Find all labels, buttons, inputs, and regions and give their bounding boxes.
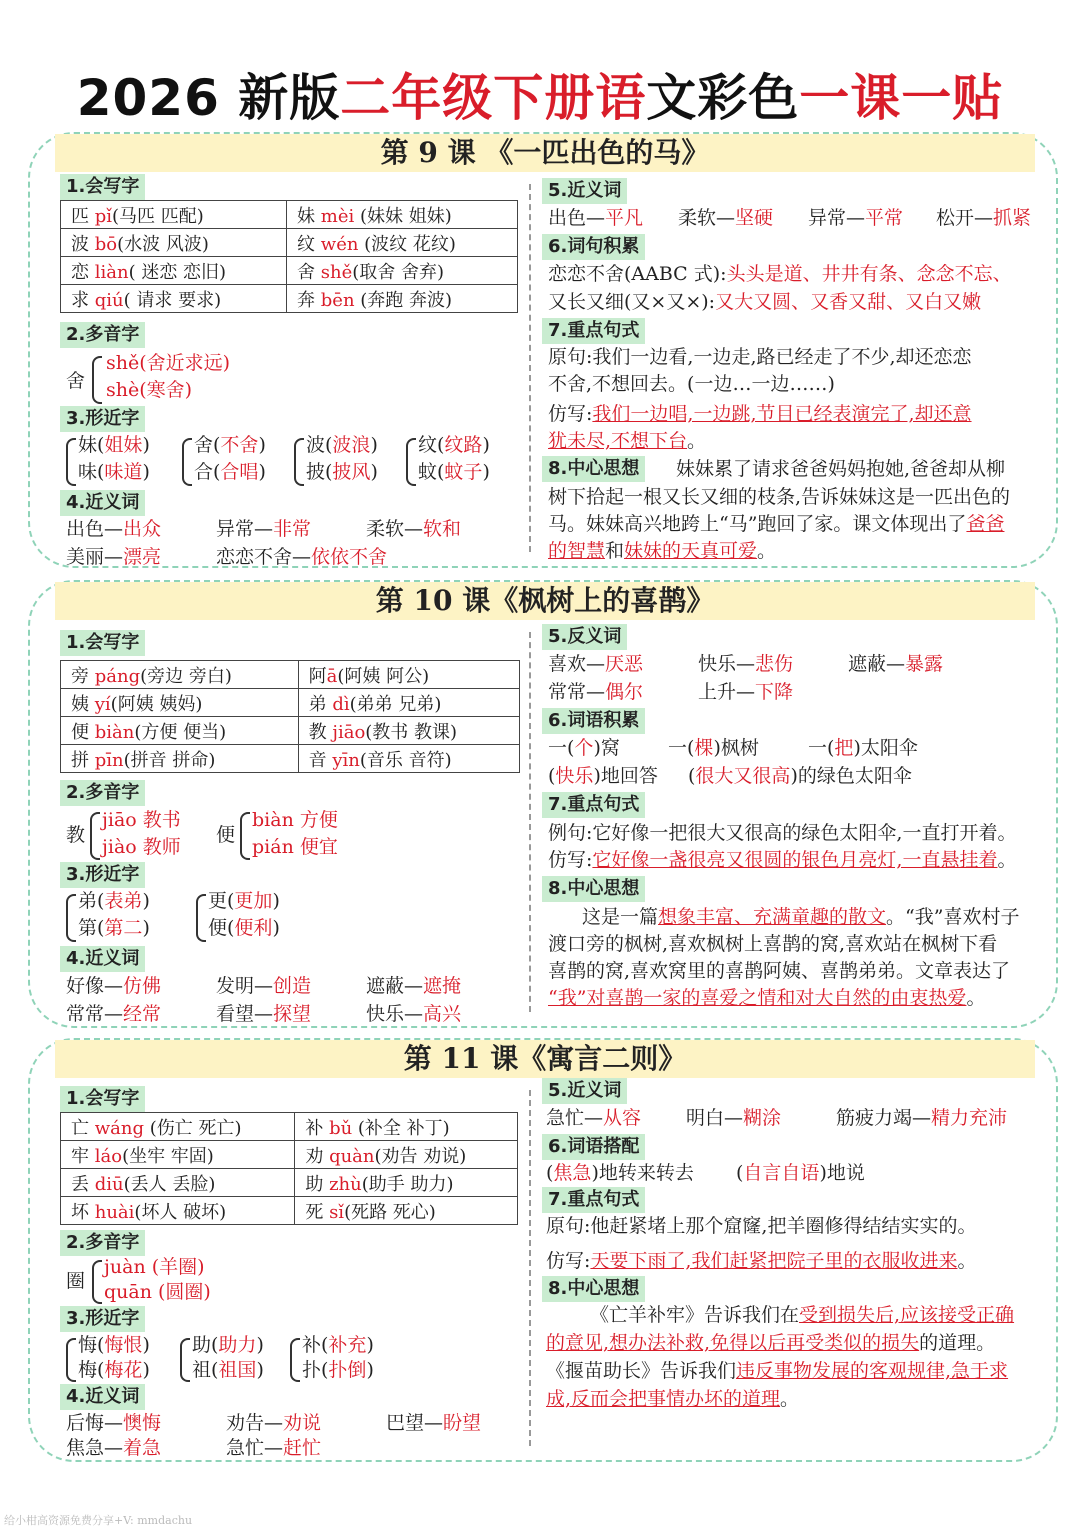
idea-line: 喜鹊的窝,喜欢窝里的喜鹊阿姨、喜鹊弟弟。文章表达了	[548, 960, 1011, 982]
brace	[66, 894, 76, 942]
idea-line: 妹妹累了请求爸爸妈妈抱她,爸爸却从柳	[676, 458, 1006, 480]
similar-char: 披(披风)	[306, 461, 378, 483]
synonym-pair: 恋恋不舍—依依不舍	[216, 546, 388, 568]
polyphone-char: 圈	[66, 1270, 86, 1292]
synonym-pair: 好像—仿佛	[66, 975, 162, 997]
table-row: 匹 pǐ(马匹 匹配) 妹 mèi (妹妹 姐妹)	[61, 201, 518, 229]
section-similar-chars: 3.形近字	[60, 862, 145, 888]
polyphone-reading: jiào 教师	[102, 836, 181, 858]
phrase-item: (自言自语)地说	[736, 1162, 865, 1184]
word-table	[60, 200, 518, 313]
synonym-pair: 急忙—赶忙	[226, 1437, 322, 1459]
idea-line: 马。妹妹高兴地跨上“马”跑回了家。课文体现出了爸爸	[548, 513, 1005, 535]
phrase-line: 恋恋不舍(AABC 式):头头是道、井井有条、念念不忘、	[548, 263, 1012, 285]
section-polyphone: 2.多音字	[60, 780, 145, 806]
antonym-pair: 遮蔽—暴露	[848, 653, 944, 675]
similar-char: 纹(纹路)	[418, 434, 490, 456]
idea-line: 树下拾起一根又长又细的枝条,告诉妹妹这是一匹出色的	[548, 486, 1011, 508]
word-table	[60, 660, 520, 773]
polyphone-reading: jiāo 教书	[102, 809, 181, 831]
section-key-sentence: 7.重点句式	[542, 1187, 645, 1213]
polyphone-reading: shě(舍近求远)	[106, 352, 231, 374]
idea-line: 的智慧和妹妹的天真可爱。	[548, 540, 777, 562]
table-row: 波 bō(水波 风波) 纹 wén (波纹 花纹)	[61, 229, 518, 257]
synonym-pair: 急忙—从容	[546, 1107, 642, 1129]
section-synonyms: 4.近义词	[60, 490, 145, 516]
synonym-pair: 出色—出众	[66, 518, 162, 540]
polyphone-reading: shè(寒舍)	[106, 379, 193, 401]
polyphone-reading: quān (圆圈)	[104, 1281, 211, 1303]
brace	[290, 1338, 300, 1382]
similar-char: 便(便利)	[208, 917, 280, 939]
similar-char: 蚊(蚊子)	[418, 461, 490, 483]
synonym-pair: 异常—平常	[808, 207, 904, 229]
similar-char: 妹(姐妹)	[78, 434, 150, 456]
synonym-pair: 出色—平凡	[548, 207, 644, 229]
section-write-chars: 1.会写字	[60, 174, 145, 200]
sentence-line: 原句:我们一边看,一边走,路已经走了不少,却还恋恋	[548, 346, 972, 368]
antonym-pair: 快乐—悲伤	[698, 653, 794, 675]
synonym-pair: 快乐—高兴	[366, 1003, 462, 1025]
synonym-pair: 巴望—盼望	[386, 1412, 482, 1434]
idea-line: 渡口旁的枫树,喜欢枫树上喜鹊的窝,喜欢站在枫树下看	[548, 933, 998, 955]
table-row: 旁 páng(旁边 旁白) 阿ā(阿姨 阿公)	[61, 661, 520, 689]
idea-line: “我”对喜鹊一家的喜爱之情和对大自然的由衷热爱。	[548, 987, 986, 1009]
similar-char: 第(第二)	[78, 917, 150, 939]
table-row: 亡 wáng (伤亡 死亡) 补 bǔ (补全 补丁)	[61, 1113, 518, 1141]
table-row: 丢 diū(丢人 丢脸) 助 zhù(助手 助力)	[61, 1169, 518, 1197]
phrase-item: 一(棵)枫树	[668, 737, 759, 759]
synonym-pair: 松开—抓紧	[936, 207, 1032, 229]
synonym-pair: 遮蔽—遮掩	[366, 975, 462, 997]
synonym-pair: 常常—经常	[66, 1003, 162, 1025]
section-key-sentence: 7.重点句式	[542, 318, 645, 344]
brace	[66, 438, 76, 486]
table-row: 坏 huài(坏人 破坏) 死 sǐ(死路 死心)	[61, 1197, 518, 1225]
page-title: 2026 新版二年级下册语文彩色一课一贴	[76, 69, 1004, 127]
lesson-11-title: 第 11 课《寓言二则》	[55, 1040, 1035, 1078]
section-synonyms: 5.近义词	[542, 1078, 627, 1104]
antonym-pair: 常常—偶尔	[548, 681, 644, 703]
idea-line: 《亡羊补牢》告诉我们在受到损失后,应该接受正确	[590, 1304, 1015, 1326]
section-similar-chars: 3.形近字	[60, 406, 145, 432]
idea-line: 的意见,想办法补救,免得以后再受类似的损失的道理。	[546, 1332, 996, 1354]
section-polyphone: 2.多音字	[60, 1230, 145, 1256]
similar-char: 扑(扑倒)	[302, 1359, 374, 1381]
similar-char: 弟(表弟)	[78, 890, 150, 912]
section-phrase-bank: 6.词句积累	[542, 234, 645, 260]
synonym-pair: 焦急—着急	[66, 1437, 162, 1459]
sentence-line: 仿写:它好像一盏很亮又很圆的银色月亮灯,一直悬挂着。	[548, 849, 1017, 871]
brace	[90, 812, 100, 860]
brace	[92, 1260, 102, 1304]
sentence-line: 不舍,不想回去。(一边…一边……)	[548, 373, 835, 395]
section-write-chars: 1.会写字	[60, 1086, 145, 1112]
synonym-pair: 异常—非常	[216, 518, 312, 540]
watermark: 给小柑高资源免费分享+V: mmdachu	[4, 1514, 193, 1527]
brace	[66, 1338, 76, 1382]
section-main-idea: 8.中心思想	[542, 456, 645, 482]
brace	[294, 438, 304, 486]
table-row: 姨 yí(阿姨 姨妈) 弟 dì(弟弟 兄弟)	[61, 689, 520, 717]
phrase-item: 一(把)太阳伞	[808, 737, 918, 759]
table-row: 拼 pīn(拼音 拼命) 音 yīn(音乐 音符)	[61, 745, 520, 773]
brace	[196, 894, 206, 942]
column-divider	[529, 184, 531, 552]
similar-char: 更(更加)	[208, 890, 280, 912]
polyphone-char: 舍	[66, 370, 86, 392]
section-main-idea: 8.中心思想	[542, 876, 645, 902]
polyphone-reading: pián 便宜	[252, 836, 338, 858]
table-row: 求 qiú( 请求 要求) 奔 bēn (奔跑 奔波)	[61, 285, 518, 313]
similar-char: 助(助力)	[192, 1334, 264, 1356]
brace	[240, 812, 250, 860]
polyphone-char: 便	[216, 824, 236, 846]
sentence-line: 原句:他赶紧堵上那个窟窿,把羊圈修得结结实实的。	[546, 1215, 977, 1237]
column-divider	[529, 1090, 531, 1446]
polyphone-reading: juàn (羊圈)	[104, 1256, 205, 1278]
synonym-pair: 美丽—漂亮	[66, 546, 162, 568]
lesson-11-card	[28, 1038, 1058, 1462]
section-phrase-bank: 6.词语积累	[542, 708, 645, 734]
similar-char: 波(波浪)	[306, 434, 378, 456]
lesson-10-card	[28, 580, 1058, 1028]
sentence-line: 仿写:我们一边唱,一边跳,节目已经表演完了,却还意	[548, 403, 972, 425]
synonym-pair: 后悔—懊悔	[66, 1412, 162, 1434]
idea-line: 《揠苗助长》告诉我们违反事物发展的客观规律,急于求	[546, 1360, 1009, 1382]
synonym-pair: 看望—探望	[216, 1003, 312, 1025]
brace	[406, 438, 416, 486]
section-similar-chars: 3.形近字	[60, 1306, 145, 1332]
synonym-pair: 劝告—劝说	[226, 1412, 322, 1434]
antonym-pair: 上升—下降	[698, 681, 794, 703]
sentence-line: 仿写:天要下雨了,我们赶紧把院子里的衣服收进来。	[546, 1250, 977, 1272]
similar-char: 悔(悔恨)	[78, 1334, 150, 1356]
section-polyphone: 2.多音字	[60, 322, 145, 348]
lesson-10-title: 第 10 课《枫树上的喜鹊》	[55, 582, 1035, 620]
section-synonyms: 4.近义词	[60, 946, 145, 972]
table-row: 牢 láo(坐牢 牢固) 劝 quàn(劝告 劝说)	[61, 1141, 518, 1169]
table-row: 便 biàn(方便 便当) 教 jiāo(教书 教课)	[61, 717, 520, 745]
similar-char: 补(补充)	[302, 1334, 374, 1356]
sentence-line: 犹未尽,不想下台。	[548, 430, 707, 452]
similar-char: 梅(梅花)	[78, 1359, 150, 1381]
section-write-chars: 1.会写字	[60, 630, 145, 656]
phrase-item: 一(个)窝	[548, 737, 620, 759]
polyphone-char: 教	[66, 824, 86, 846]
word-table	[60, 1112, 518, 1225]
section-main-idea: 8.中心思想	[542, 1276, 645, 1302]
idea-line: 这是一篇想象丰富、充满童趣的散文。“我”喜欢村子	[582, 906, 1020, 928]
phrase-item: (快乐)地回答	[548, 765, 658, 787]
section-antonyms: 5.反义词	[542, 624, 627, 650]
table-row: 恋 liàn( 迷恋 恋旧) 舍 shě(取舍 舍弃)	[61, 257, 518, 285]
lesson-9-card	[28, 132, 1058, 568]
section-collocation: 6.词语搭配	[542, 1134, 645, 1160]
sentence-line: 例句:它好像一把很大又很高的绿色太阳伞,一直打开着。	[548, 822, 1017, 844]
similar-char: 合(合唱)	[194, 461, 266, 483]
section-synonyms: 4.近义词	[60, 1384, 145, 1410]
brace	[182, 438, 192, 486]
column-divider	[529, 632, 531, 1012]
brace	[180, 1338, 190, 1382]
similar-char: 味(味道)	[78, 461, 150, 483]
brace	[92, 356, 102, 404]
phrase-line: 又长又细(又×又×):又大又圆、又香又甜、又白又嫩	[548, 291, 982, 313]
phrase-item: (焦急)地转来转去	[546, 1162, 694, 1184]
synonym-pair: 柔软—坚硬	[678, 207, 774, 229]
synonym-pair: 发明—创造	[216, 975, 312, 997]
lesson-9-title: 第 9 课 《一匹出色的马》	[55, 134, 1035, 172]
synonym-pair: 明白—糊涂	[686, 1107, 782, 1129]
antonym-pair: 喜欢—厌恶	[548, 653, 644, 675]
idea-line: 成,反而会把事情办坏的道理。	[546, 1388, 800, 1410]
section-key-sentence: 7.重点句式	[542, 792, 645, 818]
similar-char: 舍(不舍)	[194, 434, 266, 456]
polyphone-reading: biàn 方便	[252, 809, 338, 831]
synonym-pair: 柔软—软和	[366, 518, 462, 540]
synonym-pair: 筋疲力竭—精力充沛	[836, 1107, 1008, 1129]
similar-char: 祖(祖国)	[192, 1359, 264, 1381]
section-synonyms: 5.近义词	[542, 178, 627, 204]
phrase-item: (很大又很高)的绿色太阳伞	[688, 765, 912, 787]
